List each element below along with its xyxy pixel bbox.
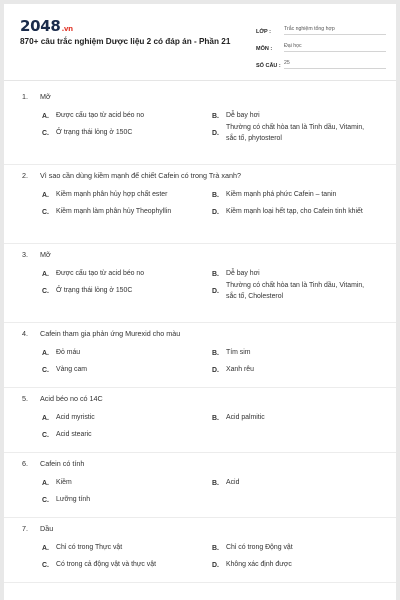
- option-letter: D.: [212, 208, 219, 216]
- option-text: Được cấu tạo từ acid béo no: [56, 270, 145, 278]
- question-stem: [4, 518, 396, 538]
- answer-option[interactable]: [212, 187, 372, 203]
- option-letter: C.: [42, 366, 49, 374]
- option-text: Thường có chất hòa tan là Tinh dầu, Vitamin, sắc tố, phytosterol: [226, 123, 365, 142]
- answer-option[interactable]: [212, 125, 372, 141]
- option-text: Thường có chất hòa tan là Tinh dầu, Vitamin, sắc tố, Cholesterol: [226, 281, 365, 300]
- option-letter: A.: [42, 414, 49, 422]
- answer-option[interactable]: [42, 283, 202, 299]
- document-meta: [256, 18, 386, 69]
- answer-option[interactable]: [42, 540, 202, 556]
- option-letter: B.: [212, 349, 219, 357]
- answer-option[interactable]: [42, 266, 202, 282]
- option-letter: B.: [212, 191, 219, 199]
- option-letter: D.: [212, 366, 219, 374]
- option-letter: B.: [212, 414, 219, 422]
- option-letter: C.: [42, 561, 49, 569]
- option-text: Dễ bay hơi: [226, 270, 260, 278]
- meta-label: SỐ CÂU :: [256, 63, 281, 69]
- option-letter: A.: [42, 349, 49, 357]
- option-text: Acid myristic: [56, 414, 95, 422]
- option-letter: D.: [212, 129, 219, 137]
- option-letter: A.: [42, 544, 49, 552]
- meta-row-subject: [256, 35, 386, 52]
- question-item: [4, 86, 396, 165]
- option-text: Kiềm mạnh loại hết tạp, cho Cafein tinh khiết: [226, 208, 363, 216]
- question-item: [4, 388, 396, 453]
- question-item: [4, 323, 396, 388]
- option-text: Kiềm: [56, 479, 72, 487]
- meta-label: MÔN :: [256, 46, 273, 52]
- option-letter: B.: [212, 544, 219, 552]
- option-text: Ở trạng thái lỏng ở 150C: [56, 287, 133, 295]
- answer-option[interactable]: [42, 108, 202, 124]
- option-text: Acid stearic: [56, 431, 92, 439]
- question-stem: [4, 323, 396, 343]
- question-number: 3.: [22, 249, 28, 259]
- question-text: Cafein có tính: [40, 458, 85, 468]
- meta-value: Đại học: [284, 43, 386, 52]
- option-text: Kiềm mạnh phá phức Cafein – tanin: [226, 191, 337, 199]
- option-letter: D.: [212, 561, 219, 569]
- answer-option[interactable]: [42, 475, 202, 491]
- option-letter: A.: [42, 270, 49, 278]
- question-text: Cafein tham gia phản ứng Murexid cho màu: [40, 328, 181, 338]
- option-text: Xanh rêu: [226, 366, 254, 374]
- answer-option[interactable]: [212, 362, 372, 378]
- answer-option[interactable]: [42, 204, 202, 220]
- answer-option[interactable]: [212, 410, 372, 426]
- answer-option[interactable]: [212, 475, 372, 491]
- question-stem: [4, 388, 396, 408]
- question-text: Mỡ: [40, 249, 51, 259]
- answer-option[interactable]: [42, 187, 202, 203]
- option-text: Được cấu tạo từ acid béo no: [56, 112, 145, 120]
- option-text: Acid palmitic: [226, 414, 265, 422]
- question-text: Mỡ: [40, 91, 51, 101]
- option-text: Dễ bay hơi: [226, 112, 260, 120]
- answer-option[interactable]: [42, 557, 202, 573]
- question-item: [4, 453, 396, 518]
- option-letter: C.: [42, 287, 49, 295]
- question-number: 4.: [22, 328, 28, 338]
- question-item: [4, 518, 396, 583]
- option-letter: C.: [42, 129, 49, 137]
- answer-option[interactable]: [212, 540, 372, 556]
- question-stem: [4, 165, 396, 185]
- question-text: Vì sao cần dùng kiềm mạnh để chiết Cafein có trong Trà xanh?: [40, 170, 241, 180]
- answer-option[interactable]: [42, 345, 202, 361]
- option-letter: B.: [212, 479, 219, 487]
- question-number: 1.: [22, 91, 28, 101]
- option-text: Kiềm mạnh phân hủy hợp chất ester: [56, 191, 168, 199]
- answer-option[interactable]: [42, 125, 202, 141]
- question-item: [4, 244, 396, 323]
- option-text: Tím sim: [226, 349, 251, 357]
- question-divider: [4, 582, 396, 583]
- meta-value: Trắc nghiệm tổng hợp: [284, 26, 386, 35]
- answer-option[interactable]: [42, 410, 202, 426]
- site-logo[interactable]: 2048.vn: [20, 17, 73, 35]
- question-number: 2.: [22, 170, 28, 180]
- answer-option[interactable]: [42, 427, 202, 443]
- option-letter: A.: [42, 191, 49, 199]
- question-stem: [4, 244, 396, 264]
- question-item: [4, 165, 396, 244]
- header-divider: [4, 80, 396, 81]
- option-letter: B.: [212, 112, 219, 120]
- answer-option[interactable]: [212, 557, 372, 573]
- option-text: Vàng cam: [56, 366, 88, 374]
- option-letter: D.: [212, 287, 219, 295]
- document-page: [4, 4, 396, 600]
- meta-value: 25: [284, 60, 386, 69]
- option-text: Ở trạng thái lỏng ở 150C: [56, 129, 133, 137]
- option-letter: C.: [42, 208, 49, 216]
- answer-option[interactable]: [42, 492, 202, 508]
- document-title: 870+ câu trắc nghiệm Dược liệu 2 có đáp án - Phần 21: [20, 37, 231, 46]
- option-letter: B.: [212, 270, 219, 278]
- question-number: 5.: [22, 393, 28, 403]
- page-header: [4, 4, 396, 80]
- option-text: Kiềm mạnh làm phân hủy Theophyllin: [56, 208, 172, 216]
- option-text: Đỏ máu: [56, 349, 81, 357]
- option-text: Chỉ có trong Thực vật: [56, 544, 123, 552]
- meta-label: LỚP :: [256, 29, 271, 35]
- option-text: Acid: [226, 479, 240, 487]
- question-number: 6.: [22, 458, 28, 468]
- question-text: Acid béo no có 14C: [40, 393, 103, 403]
- answer-option[interactable]: [212, 283, 372, 299]
- option-letter: A.: [42, 479, 49, 487]
- answer-option[interactable]: [212, 345, 372, 361]
- option-text: Không xác định được: [226, 561, 292, 569]
- answer-option[interactable]: [42, 362, 202, 378]
- option-text: Có trong cả động vật và thực vật: [56, 561, 156, 569]
- option-text: Chỉ có trong Động vật: [226, 544, 293, 552]
- question-list: [4, 86, 396, 583]
- question-stem: [4, 453, 396, 473]
- option-letter: A.: [42, 112, 49, 120]
- option-text: Lưỡng tính: [56, 496, 91, 504]
- answer-option[interactable]: [212, 204, 372, 220]
- meta-row-count: [256, 52, 386, 69]
- question-text: Dầu: [40, 523, 54, 533]
- option-letter: C.: [42, 431, 49, 439]
- meta-row-class: [256, 18, 386, 35]
- option-letter: C.: [42, 496, 49, 504]
- question-number: 7.: [22, 523, 28, 533]
- question-stem: [4, 86, 396, 106]
